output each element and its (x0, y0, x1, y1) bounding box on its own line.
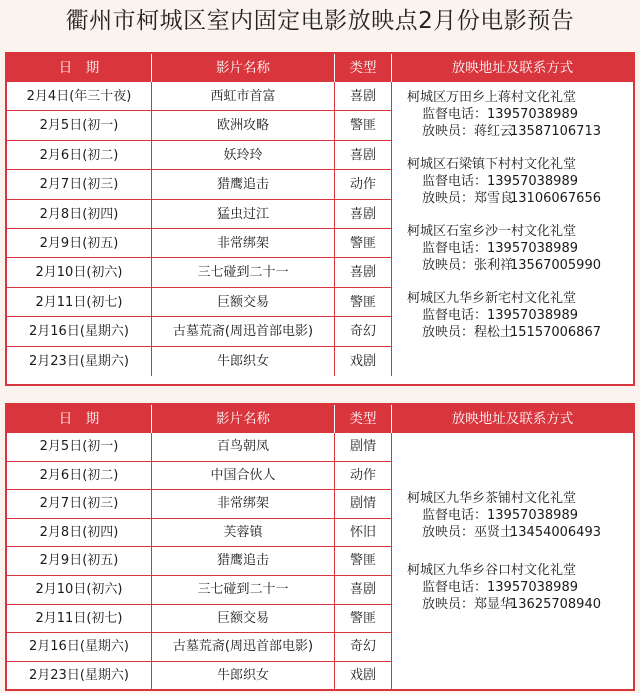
header-date: 日 期 (7, 54, 152, 82)
type-cell: 戏剧 (335, 347, 392, 376)
venue-block (407, 223, 633, 274)
projector-name: 放映员：程松土 (422, 325, 514, 340)
venue-name: 柯城区九华乡新宅村文化礼堂 (407, 291, 577, 306)
supervisor-phone: 监督电话：13957038989 (422, 580, 578, 595)
schedule-table-1 (5, 52, 635, 386)
date-cell: 2月7日(初三) (7, 170, 152, 199)
film-cell: 古墓荒斋(周迅首部电影) (152, 633, 335, 662)
date-cell: 2月6日(初二) (7, 462, 152, 491)
projector-phone: 13454006493 (510, 525, 601, 540)
supervisor-phone: 监督电话：13957038989 (422, 174, 578, 189)
type-cell: 警匪 (335, 547, 392, 576)
date-cell: 2月23日(星期六) (7, 662, 152, 691)
date-cell: 2月4日(年三十夜) (7, 82, 152, 111)
venue-block (407, 290, 633, 341)
projector-line (407, 324, 633, 341)
table-row (7, 547, 392, 576)
type-cell: 奇幻 (335, 633, 392, 662)
date-cell: 2月8日(初四) (7, 200, 152, 229)
projector-line (407, 524, 633, 541)
date-cell: 2月11日(初七) (7, 288, 152, 317)
film-cell: 欧洲攻略 (152, 111, 335, 140)
table-row (7, 82, 392, 111)
header-date: 日 期 (7, 405, 152, 433)
date-cell: 2月10日(初六) (7, 576, 152, 605)
venue-name: 柯城区九华乡茶铺村文化礼堂 (407, 491, 577, 506)
projector-phone: 15157006867 (510, 325, 601, 340)
table-row (7, 111, 392, 140)
date-cell: 2月5日(初一) (7, 433, 152, 462)
type-cell: 剧情 (335, 433, 392, 462)
film-cell: 百鸟朝凤 (152, 433, 335, 462)
table-row (7, 605, 392, 634)
date-cell: 2月16日(星期六) (7, 317, 152, 346)
type-cell: 喜剧 (335, 576, 392, 605)
film-cell: 非常绑架 (152, 229, 335, 258)
venue-block (407, 562, 633, 613)
table-row (7, 288, 392, 317)
film-cell: 西虹市首富 (152, 82, 335, 111)
header-film: 影片名称 (152, 54, 335, 82)
film-cell: 三七碰到二十一 (152, 258, 335, 287)
projector-phone: 13587106713 (510, 124, 601, 139)
film-cell: 猛虫过江 (152, 200, 335, 229)
table-row (7, 258, 392, 287)
table-row (7, 347, 392, 376)
table-row (7, 490, 392, 519)
supervisor-phone: 监督电话：13957038989 (422, 107, 578, 122)
table-row (7, 433, 392, 462)
film-cell: 猎鹰追击 (152, 170, 335, 199)
film-cell: 牛郎织女 (152, 347, 335, 376)
table-row (7, 170, 392, 199)
header-film: 影片名称 (152, 405, 335, 433)
venue-name: 柯城区石室乡沙一村文化礼堂 (407, 224, 577, 239)
type-cell: 喜剧 (335, 200, 392, 229)
header-venue: 放映地址及联系方式 (451, 60, 574, 76)
type-cell: 警匪 (335, 111, 392, 140)
date-cell: 2月11日(初七) (7, 605, 152, 634)
projector-name: 放映员：张利祥 (422, 258, 514, 273)
film-cell: 猎鹰追击 (152, 547, 335, 576)
type-cell: 喜剧 (335, 141, 392, 170)
table-row (7, 200, 392, 229)
type-cell: 动作 (335, 462, 392, 491)
projector-phone: 13625708940 (510, 597, 601, 612)
date-cell: 2月9日(初五) (7, 547, 152, 576)
venue-block (407, 490, 633, 541)
type-cell: 戏剧 (335, 662, 392, 691)
projector-line (407, 123, 633, 140)
type-cell: 警匪 (335, 229, 392, 258)
projector-line (407, 596, 633, 613)
venue-block (407, 89, 633, 140)
supervisor-phone: 监督电话：13957038989 (422, 241, 578, 256)
type-cell: 喜剧 (335, 258, 392, 287)
projector-line (407, 190, 633, 207)
venue-block (407, 156, 633, 207)
film-cell: 三七碰到二十一 (152, 576, 335, 605)
table-row (7, 519, 392, 548)
table-header (7, 405, 633, 433)
table-row (7, 462, 392, 491)
venue-column (392, 433, 633, 690)
table-row (7, 141, 392, 170)
type-cell: 奇幻 (335, 317, 392, 346)
film-cell: 芙蓉镇 (152, 519, 335, 548)
date-cell: 2月10日(初六) (7, 258, 152, 287)
venue-name: 柯城区万田乡上蒋村文化礼堂 (407, 90, 577, 105)
screening-rows (7, 433, 392, 690)
type-cell: 警匪 (335, 605, 392, 634)
projector-name: 放映员：郑雪良 (422, 191, 514, 206)
type-cell: 动作 (335, 170, 392, 199)
type-cell: 怀旧 (335, 519, 392, 548)
date-cell: 2月16日(星期六) (7, 633, 152, 662)
supervisor-phone: 监督电话：13957038989 (422, 508, 578, 523)
date-cell: 2月6日(初二) (7, 141, 152, 170)
projector-name: 放映员：蒋红云 (422, 124, 514, 139)
table-row (7, 317, 392, 346)
type-cell: 喜剧 (335, 82, 392, 111)
film-cell: 非常绑架 (152, 490, 335, 519)
header-venue: 放映地址及联系方式 (451, 411, 574, 427)
supervisor-phone: 监督电话：13957038989 (422, 308, 578, 323)
screening-rows (7, 82, 392, 376)
projector-phone: 13106067656 (510, 191, 601, 206)
type-cell: 警匪 (335, 288, 392, 317)
date-cell: 2月5日(初一) (7, 111, 152, 140)
table-row (7, 633, 392, 662)
header-type: 类型 (335, 54, 392, 82)
film-cell: 牛郎织女 (152, 662, 335, 691)
projector-phone: 13567005990 (510, 258, 601, 273)
venue-column (392, 82, 633, 376)
film-cell: 巨额交易 (152, 288, 335, 317)
date-cell: 2月7日(初三) (7, 490, 152, 519)
page-title: 衢州市柯城区室内固定电影放映点2月份电影预告 (65, 8, 575, 34)
projector-name: 放映员：郑显华 (422, 597, 514, 612)
film-cell: 古墓荒斋(周迅首部电影) (152, 317, 335, 346)
date-cell: 2月23日(星期六) (7, 347, 152, 376)
table-row (7, 229, 392, 258)
table-row (7, 662, 392, 691)
table-row (7, 576, 392, 605)
projector-name: 放映员：巫贤土 (422, 525, 514, 540)
film-cell: 巨额交易 (152, 605, 335, 634)
venue-name: 柯城区石梁镇下村村文化礼堂 (407, 157, 577, 172)
type-cell: 剧情 (335, 490, 392, 519)
projector-line (407, 257, 633, 274)
film-cell: 妖玲玲 (152, 141, 335, 170)
date-cell: 2月8日(初四) (7, 519, 152, 548)
table-header (7, 54, 633, 82)
header-type: 类型 (335, 405, 392, 433)
date-cell: 2月9日(初五) (7, 229, 152, 258)
venue-name: 柯城区九华乡谷口村文化礼堂 (407, 563, 577, 578)
film-cell: 中国合伙人 (152, 462, 335, 491)
schedule-table-2 (5, 403, 635, 691)
